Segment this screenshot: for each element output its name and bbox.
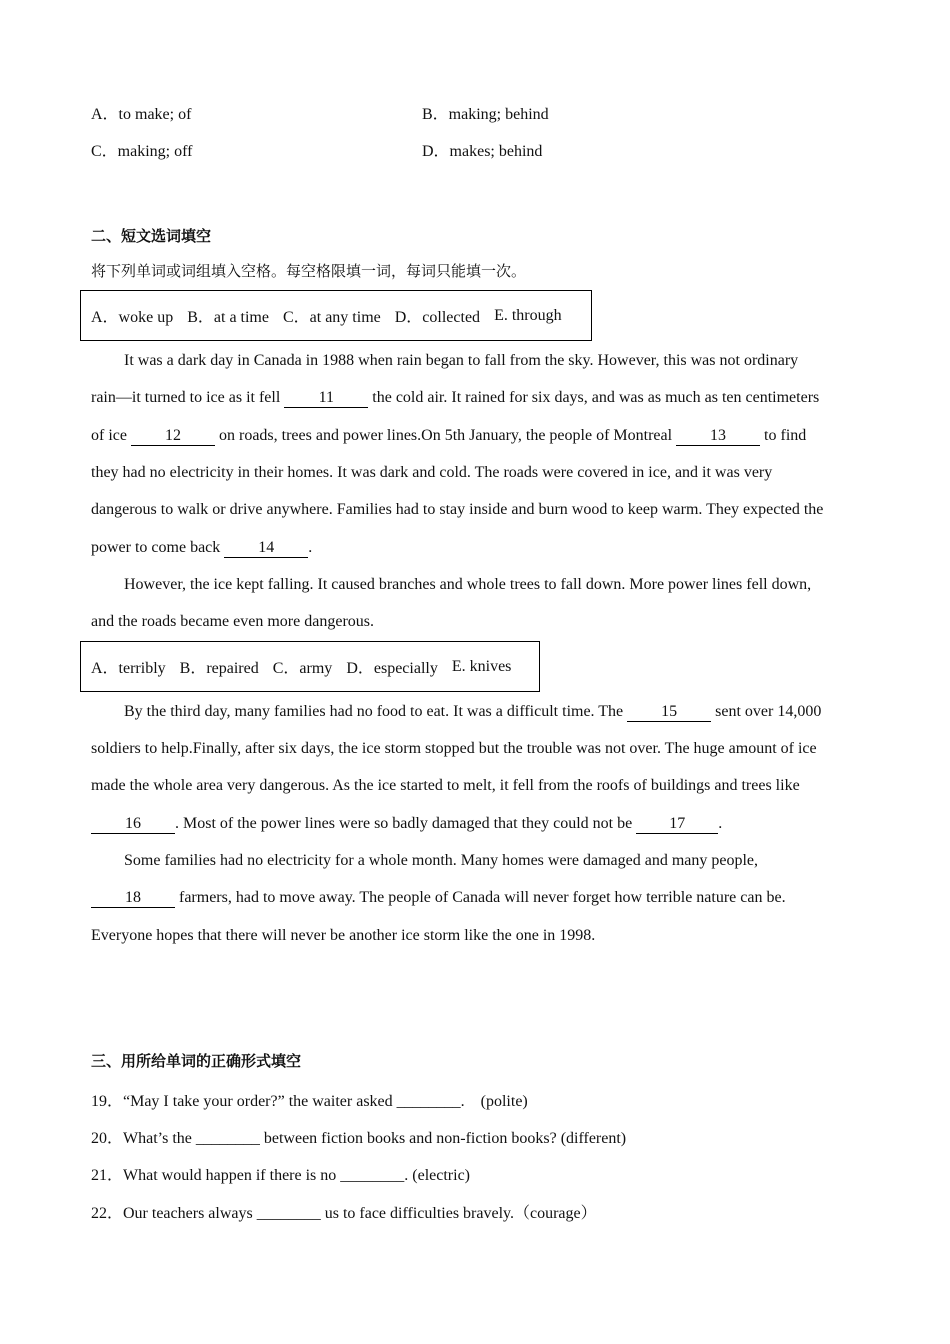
option-d: D．makes; behind — [422, 143, 543, 160]
word-bank-1 — [80, 290, 592, 341]
passage-line: However, the ice kept falling. It caused branches and whole trees to fall down. More power lines fell down, — [124, 576, 812, 593]
passage-line: soldiers to help.Finally, after six days, the ice storm stopped but the trouble was not over. The huge amount of ice — [91, 740, 817, 757]
passage-text: farmers, had to move away. The people of Canada will never forget how terrible nature can be. — [175, 889, 786, 906]
passage-line: made the whole area very dangerous. As the ice started to melt, it fell from the roofs of buildings and trees like — [91, 777, 800, 794]
passage-line — [91, 426, 806, 446]
passage-text: the cold air. It rained for six days, and was as much as ten centimeters — [368, 389, 820, 406]
passage-line: dangerous to walk or drive anywhere. Families had to stay inside and burn wood to keep warm. They expected the — [91, 501, 824, 518]
passage-line — [91, 538, 312, 558]
passage-text: power to come back — [91, 539, 225, 556]
blank-13[interactable]: 13 — [676, 427, 760, 446]
passage-line: Some families had no electricity for a whole month. Many homes were damaged and many people, — [124, 852, 759, 869]
word-bank-2-item: B．repaired — [179, 660, 259, 677]
passage-text: By the third day, many families had no food to eat. It was a difficult time. The — [124, 703, 628, 720]
question-21: 21．What would happen if there is no ________. (electric) — [91, 1167, 471, 1184]
passage-line — [91, 888, 786, 908]
blank-15[interactable]: 15 — [627, 703, 711, 722]
option-a: A．to make; of — [91, 106, 192, 123]
word-bank-1-item: D．collected — [394, 309, 481, 326]
passage-text: rain—it turned to ice as it fell — [91, 389, 285, 406]
passage-line: It was a dark day in Canada in 1988 when rain began to fall from the sky. However, this was not ordinary — [124, 352, 799, 369]
word-bank-2-item: D．especially — [346, 660, 438, 677]
option-c: C．making; off — [91, 143, 193, 160]
passage-line: they had no electricity in their homes. It was dark and cold. The roads were covered in ice, and it was very — [91, 464, 773, 481]
passage-line: Everyone hopes that there will never be another ice storm like the one in 1998. — [91, 927, 596, 944]
passage-text: . — [718, 815, 723, 832]
passage-line: and the roads became even more dangerous. — [91, 613, 374, 630]
question-19: 19．“May I take your order?” the waiter asked ________. (polite) — [91, 1093, 528, 1110]
passage-text: . — [308, 539, 313, 556]
blank-12[interactable]: 12 — [131, 427, 215, 446]
section2-instruction: 将下列单词或词组填入空格。每空格限填一词，每词只能填一次。 — [91, 262, 527, 280]
blank-14[interactable]: 14 — [224, 539, 308, 558]
passage-text: sent over 14,000 — [711, 703, 822, 720]
word-bank-2-item: E. knives — [451, 657, 512, 675]
passage-text: to find — [760, 427, 807, 444]
option-b: B．making; behind — [422, 106, 549, 123]
blank-16[interactable]: 16 — [91, 815, 175, 834]
blank-17[interactable]: 17 — [636, 815, 718, 834]
passage-line — [124, 702, 821, 722]
passage-text: . Most of the power lines were so badly damaged that they could not be — [175, 815, 637, 832]
section3-heading: 三、用所给单词的正确形式填空 — [91, 1052, 302, 1070]
word-bank-1-item: B．at a time — [187, 309, 269, 326]
section2-heading: 二、短文选词填空 — [91, 227, 212, 245]
word-bank-2-item: C．army — [272, 660, 333, 677]
passage-text: of ice — [91, 427, 131, 444]
passage-line — [91, 814, 722, 834]
word-bank-2 — [80, 641, 540, 692]
passage-line — [91, 388, 819, 408]
word-bank-1-item: C．at any time — [282, 309, 381, 326]
blank-18[interactable]: 18 — [91, 889, 175, 908]
word-bank-1-item: E. through — [494, 306, 562, 324]
passage-text: on roads, trees and power lines.On 5th January, the people of Montreal — [214, 427, 677, 444]
question-22: 22．Our teachers always ________ us to face difficulties bravely.（courage） — [91, 1205, 597, 1222]
question-20: 20．What’s the ________ between fiction books and non-fiction books? (different) — [91, 1130, 627, 1147]
word-bank-2-item: A．terribly — [91, 660, 166, 677]
blank-11[interactable]: 11 — [284, 389, 368, 408]
word-bank-1-item: A．woke up — [91, 309, 174, 326]
